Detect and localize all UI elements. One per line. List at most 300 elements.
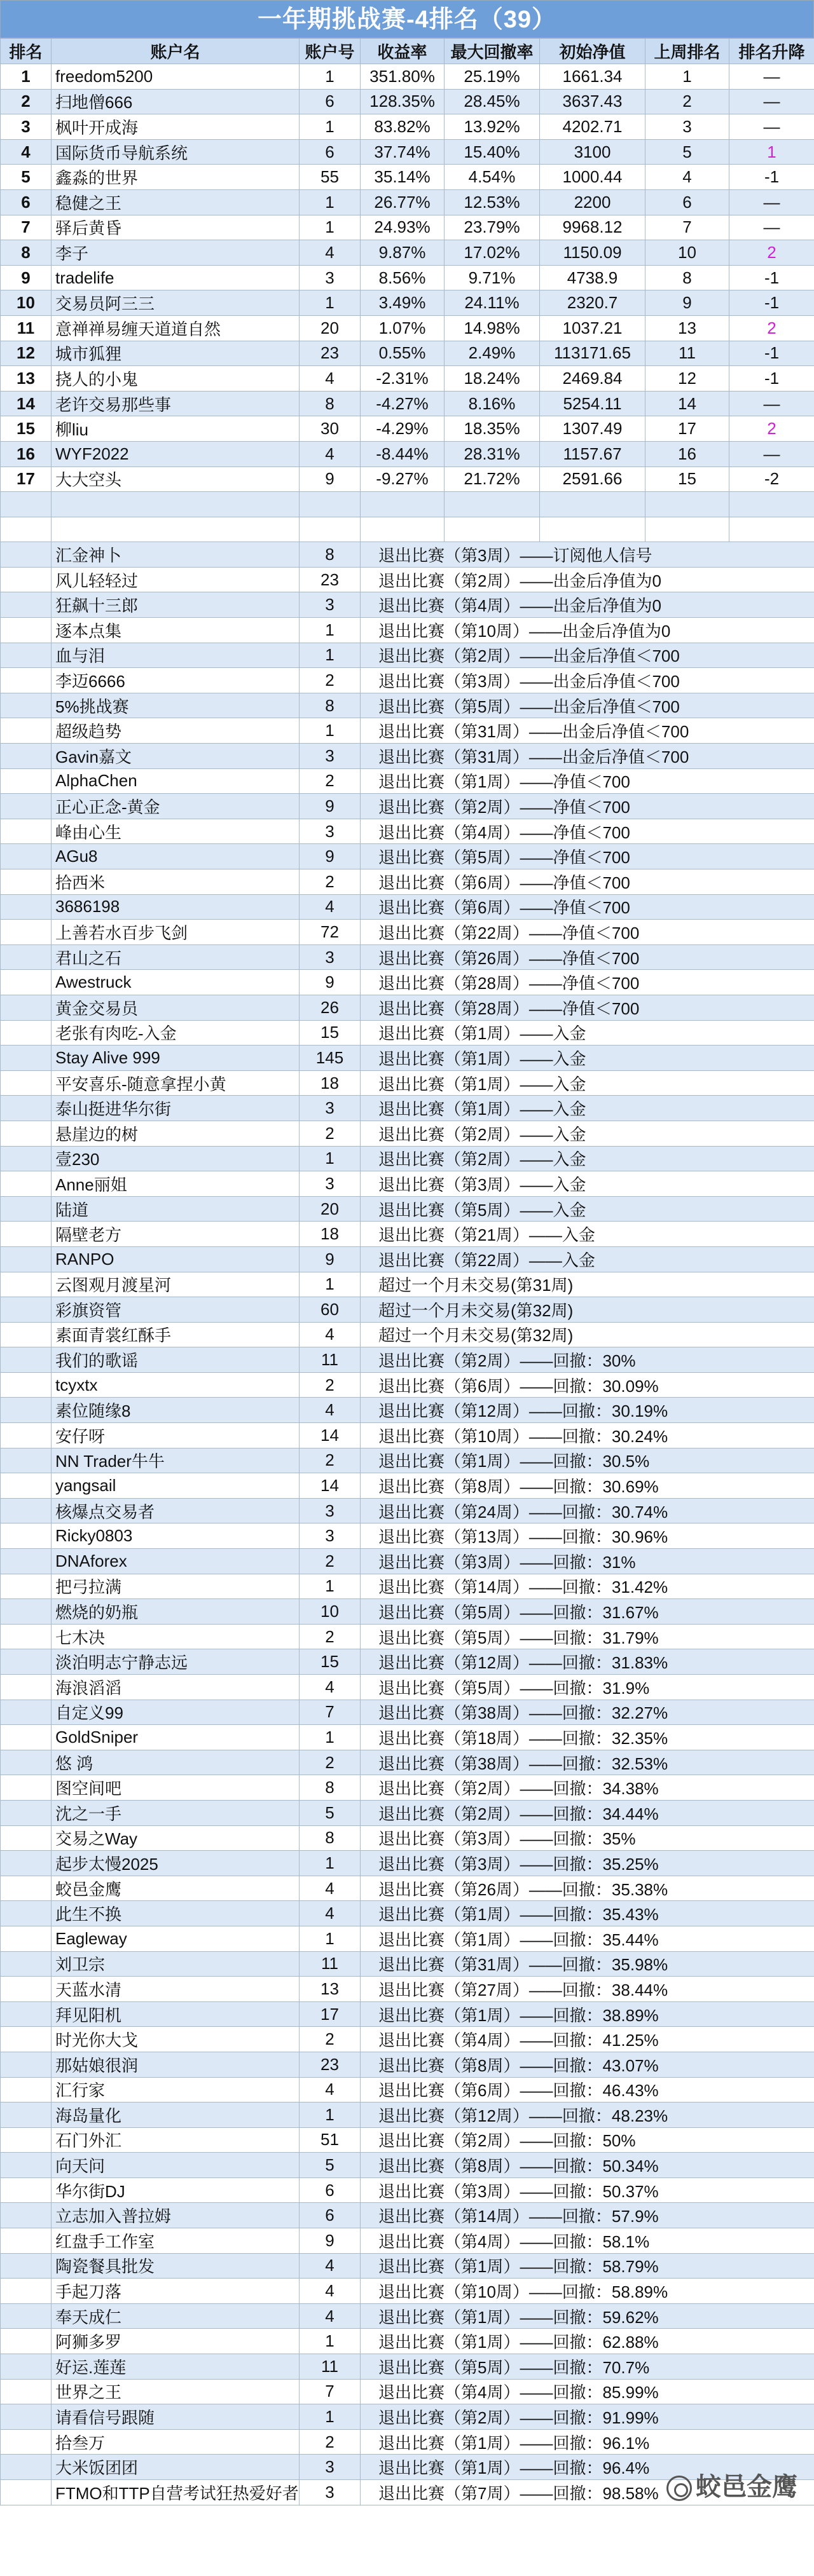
empty-cell bbox=[361, 492, 445, 517]
empty-cell bbox=[1, 2404, 52, 2430]
cell-initial-nav: 2591.66 bbox=[540, 467, 645, 492]
cell-account-no: 10 bbox=[300, 1599, 361, 1625]
cell-account-no: 6 bbox=[300, 2177, 361, 2203]
table-row bbox=[1, 366, 814, 392]
cell-last-week-rank: 7 bbox=[645, 215, 729, 240]
cell-account-name: Stay Alive 999 bbox=[52, 1046, 300, 1071]
header-max-drawdown: 最大回撤率 bbox=[445, 39, 540, 64]
exited-row bbox=[1, 920, 814, 945]
cell-return: -2.31% bbox=[361, 366, 445, 392]
cell-account-no: 1 bbox=[300, 189, 361, 215]
empty-cell bbox=[1, 1574, 52, 1599]
cell-initial-nav: 1037.21 bbox=[540, 315, 645, 341]
cell-rank-change: 2 bbox=[729, 315, 814, 341]
cell-exit-reason: 退出比赛（第3周）——入金 bbox=[361, 1171, 814, 1197]
page-title: 一年期挑战赛-4排名（39） bbox=[0, 0, 814, 38]
exited-row bbox=[1, 1725, 814, 1750]
empty-cell bbox=[445, 517, 540, 542]
cell-account-no: 3 bbox=[300, 2480, 361, 2505]
cell-account-name: 隔壁老方 bbox=[52, 1222, 300, 1247]
empty-cell bbox=[1, 1775, 52, 1801]
cell-return: 37.74% bbox=[361, 139, 445, 165]
cell-account-name: DNAforex bbox=[52, 1549, 300, 1574]
cell-account-name: 我们的歌谣 bbox=[52, 1347, 300, 1373]
empty-cell bbox=[1, 1297, 52, 1323]
cell-rank-change: — bbox=[729, 215, 814, 240]
empty-cell bbox=[1, 1046, 52, 1071]
empty-cell bbox=[1, 970, 52, 995]
empty-cell bbox=[300, 517, 361, 542]
cell-account-no: 4 bbox=[300, 2279, 361, 2304]
cell-account-no: 60 bbox=[300, 1297, 361, 1323]
cell-account-name: 李子 bbox=[52, 240, 300, 266]
cell-account-no: 3 bbox=[300, 265, 361, 290]
exited-row bbox=[1, 1775, 814, 1801]
cell-rank: 7 bbox=[1, 215, 52, 240]
empty-cell bbox=[1, 2354, 52, 2380]
cell-rank-change: — bbox=[729, 64, 814, 90]
cell-return: 24.93% bbox=[361, 215, 445, 240]
cell-exit-reason: 退出比赛（第22周）——净值＜700 bbox=[361, 920, 814, 945]
cell-exit-reason: 退出比赛（第2周）——回撤：50% bbox=[361, 2127, 814, 2153]
cell-account-name: Anne丽姐 bbox=[52, 1171, 300, 1197]
exited-row bbox=[1, 2153, 814, 2178]
cell-exit-reason: 退出比赛（第18周）——回撤：32.35% bbox=[361, 1725, 814, 1750]
exited-row bbox=[1, 1070, 814, 1096]
cell-account-name: 立志加入普拉姆 bbox=[52, 2203, 300, 2228]
exited-row bbox=[1, 668, 814, 693]
cell-account-no: 1 bbox=[300, 215, 361, 240]
cell-account-no: 1 bbox=[300, 1146, 361, 1171]
cell-rank-change: — bbox=[729, 89, 814, 114]
cell-initial-nav: 5254.11 bbox=[540, 391, 645, 416]
exited-row bbox=[1, 1222, 814, 1247]
empty-cell bbox=[1, 1246, 52, 1272]
cell-account-no: 3 bbox=[300, 819, 361, 844]
cell-exit-reason: 超过一个月未交易(第31周) bbox=[361, 1272, 814, 1297]
cell-account-name: freedom5200 bbox=[52, 64, 300, 90]
cell-account-no: 1 bbox=[300, 64, 361, 90]
cell-account-name: 彩旗资管 bbox=[52, 1297, 300, 1323]
exited-row bbox=[1, 844, 814, 869]
exited-row bbox=[1, 2102, 814, 2128]
cell-exit-reason: 退出比赛（第2周）——入金 bbox=[361, 1146, 814, 1171]
cell-exit-reason: 退出比赛（第10周）——出金后净值为0 bbox=[361, 618, 814, 643]
cell-account-name: 老张有肉吃-入金 bbox=[52, 1020, 300, 1046]
exited-row bbox=[1, 1649, 814, 1675]
cell-account-name: 鑫淼的世界 bbox=[52, 165, 300, 190]
cell-account-name: 七木决 bbox=[52, 1624, 300, 1649]
cell-account-name: 泰山挺进华尔街 bbox=[52, 1096, 300, 1121]
cell-account-name: 狂飙十三郎 bbox=[52, 592, 300, 618]
empty-cell bbox=[1, 1070, 52, 1096]
cell-exit-reason: 退出比赛（第5周）——入金 bbox=[361, 1196, 814, 1222]
cell-account-no: 4 bbox=[300, 2077, 361, 2102]
cell-account-no: 1 bbox=[300, 1574, 361, 1599]
cell-account-name: 好运.莲莲 bbox=[52, 2354, 300, 2380]
cell-max-drawdown: 25.19% bbox=[445, 64, 540, 90]
cell-account-no: 2 bbox=[300, 1121, 361, 1146]
cell-account-name: 向天问 bbox=[52, 2153, 300, 2178]
cell-exit-reason: 退出比赛（第2周）——出金后净值＜700 bbox=[361, 643, 814, 668]
empty-cell bbox=[1, 844, 52, 869]
cell-exit-reason: 退出比赛（第2周）——回撤：34.38% bbox=[361, 1775, 814, 1801]
exited-row bbox=[1, 1146, 814, 1171]
cell-account-name: AGu8 bbox=[52, 844, 300, 869]
cell-initial-nav: 9968.12 bbox=[540, 215, 645, 240]
exited-row bbox=[1, 1977, 814, 2002]
table-row bbox=[1, 467, 814, 492]
cell-account-no: 3 bbox=[300, 1096, 361, 1121]
empty-cell bbox=[1, 718, 52, 744]
exited-row bbox=[1, 1297, 814, 1323]
empty-cell bbox=[1, 1876, 52, 1901]
cell-exit-reason: 退出比赛（第5周）——回撤：31.67% bbox=[361, 1599, 814, 1625]
empty-cell bbox=[645, 517, 729, 542]
empty-cell bbox=[1, 1498, 52, 1523]
cell-account-no: 1 bbox=[300, 290, 361, 316]
empty-cell bbox=[1, 2329, 52, 2354]
cell-account-name: 风儿轻轻过 bbox=[52, 567, 300, 592]
cell-account-name: 核爆点交易者 bbox=[52, 1498, 300, 1523]
exited-row bbox=[1, 1599, 814, 1625]
cell-account-no: 26 bbox=[300, 995, 361, 1020]
table-row bbox=[1, 240, 814, 266]
cell-exit-reason: 退出比赛（第2周）——回撤：30% bbox=[361, 1347, 814, 1373]
cell-account-name: 安仔呀 bbox=[52, 1423, 300, 1448]
cell-exit-reason: 退出比赛（第10周）——回撤：30.24% bbox=[361, 1423, 814, 1448]
empty-cell bbox=[1, 2480, 52, 2505]
cell-account-no: 1 bbox=[300, 1725, 361, 1750]
cell-account-no: 2 bbox=[300, 1549, 361, 1574]
cell-account-no: 11 bbox=[300, 1347, 361, 1373]
empty-cell bbox=[1, 1750, 52, 1775]
exited-row bbox=[1, 1624, 814, 1649]
exited-row bbox=[1, 1675, 814, 1700]
exited-row bbox=[1, 1876, 814, 1901]
cell-account-name: Awestruck bbox=[52, 970, 300, 995]
exited-row bbox=[1, 1951, 814, 1977]
cell-max-drawdown: 28.31% bbox=[445, 441, 540, 467]
cell-max-drawdown: 28.45% bbox=[445, 89, 540, 114]
cell-account-no: 9 bbox=[300, 1246, 361, 1272]
cell-return: 26.77% bbox=[361, 189, 445, 215]
cell-account-no: 14 bbox=[300, 1423, 361, 1448]
empty-cell bbox=[1, 1171, 52, 1197]
empty-cell bbox=[52, 517, 300, 542]
cell-rank-change: 1 bbox=[729, 139, 814, 165]
cell-exit-reason: 退出比赛（第3周）——回撤：35% bbox=[361, 1825, 814, 1851]
cell-account-name: 意禅禅易缠天道道自然 bbox=[52, 315, 300, 341]
exited-row bbox=[1, 2077, 814, 2102]
cell-account-name: 逐本点集 bbox=[52, 618, 300, 643]
cell-exit-reason: 退出比赛（第14周）——回撤：57.9% bbox=[361, 2203, 814, 2228]
cell-account-name: 上善若水百步飞剑 bbox=[52, 920, 300, 945]
cell-exit-reason: 退出比赛（第2周）——入金 bbox=[361, 1121, 814, 1146]
cell-account-name: 请看信号跟随 bbox=[52, 2404, 300, 2430]
cell-account-name: 红盘手工作室 bbox=[52, 2228, 300, 2254]
cell-exit-reason: 退出比赛（第28周）——净值＜700 bbox=[361, 970, 814, 995]
cell-account-name: 正心正念-黄金 bbox=[52, 794, 300, 819]
cell-rank-change: -1 bbox=[729, 341, 814, 366]
cell-account-no: 4 bbox=[300, 2253, 361, 2279]
cell-account-name: 海浪滔滔 bbox=[52, 1675, 300, 1700]
cell-account-name: 沈之一手 bbox=[52, 1800, 300, 1825]
cell-last-week-rank: 13 bbox=[645, 315, 729, 341]
cell-account-name: 君山之石 bbox=[52, 944, 300, 970]
exited-row bbox=[1, 2228, 814, 2254]
cell-return: -4.27% bbox=[361, 391, 445, 416]
cell-rank: 15 bbox=[1, 416, 52, 442]
cell-rank: 5 bbox=[1, 165, 52, 190]
cell-exit-reason: 退出比赛（第1周）——入金 bbox=[361, 1046, 814, 1071]
exited-row bbox=[1, 1096, 814, 1121]
cell-exit-reason: 退出比赛（第14周）——回撤：31.42% bbox=[361, 1574, 814, 1599]
exited-row bbox=[1, 1347, 814, 1373]
cell-account-name: 拜见阳机 bbox=[52, 2001, 300, 2027]
exited-row bbox=[1, 1473, 814, 1499]
exited-row bbox=[1, 643, 814, 668]
empty-cell bbox=[1, 2279, 52, 2304]
cell-account-no: 9 bbox=[300, 467, 361, 492]
cell-rank: 17 bbox=[1, 467, 52, 492]
cell-account-name: Eagleway bbox=[52, 1926, 300, 1951]
cell-exit-reason: 退出比赛（第38周）——回撤：32.27% bbox=[361, 1700, 814, 1725]
cell-account-name: 城市狐狸 bbox=[52, 341, 300, 366]
cell-account-no: 6 bbox=[300, 2203, 361, 2228]
cell-account-no: 17 bbox=[300, 2001, 361, 2027]
cell-exit-reason: 退出比赛（第4周）——回撤：41.25% bbox=[361, 2027, 814, 2052]
empty-cell bbox=[1, 542, 52, 568]
exited-row bbox=[1, 894, 814, 920]
cell-max-drawdown: 18.35% bbox=[445, 416, 540, 442]
empty-cell bbox=[1, 1423, 52, 1448]
cell-exit-reason: 退出比赛（第26周）——净值＜700 bbox=[361, 944, 814, 970]
cell-account-no: 18 bbox=[300, 1222, 361, 1247]
empty-cell bbox=[1, 668, 52, 693]
cell-initial-nav: 1150.09 bbox=[540, 240, 645, 266]
table-row bbox=[1, 165, 814, 190]
cell-account-no: 7 bbox=[300, 2379, 361, 2404]
exited-row bbox=[1, 1926, 814, 1951]
exited-row bbox=[1, 2329, 814, 2354]
cell-rank: 14 bbox=[1, 391, 52, 416]
cell-account-name: 大米饭团团 bbox=[52, 2455, 300, 2480]
empty-cell bbox=[1, 2127, 52, 2153]
cell-account-name: 那姑娘很润 bbox=[52, 2052, 300, 2077]
cell-last-week-rank: 4 bbox=[645, 165, 729, 190]
empty-cell bbox=[300, 492, 361, 517]
cell-exit-reason: 退出比赛（第8周）——回撤：43.07% bbox=[361, 2052, 814, 2077]
cell-account-no: 20 bbox=[300, 1196, 361, 1222]
cell-rank: 12 bbox=[1, 341, 52, 366]
empty-cell bbox=[1, 2379, 52, 2404]
empty-cell bbox=[1, 1725, 52, 1750]
cell-exit-reason: 退出比赛（第1周）——回撤：35.44% bbox=[361, 1926, 814, 1951]
cell-account-no: 5 bbox=[300, 1800, 361, 1825]
cell-rank-change: -2 bbox=[729, 467, 814, 492]
cell-initial-nav: 2469.84 bbox=[540, 366, 645, 392]
cell-rank: 6 bbox=[1, 189, 52, 215]
cell-account-no: 1 bbox=[300, 2404, 361, 2430]
empty-cell bbox=[1, 995, 52, 1020]
cell-account-no: 15 bbox=[300, 1649, 361, 1675]
cell-account-no: 1 bbox=[300, 618, 361, 643]
cell-account-name: 挠人的小鬼 bbox=[52, 366, 300, 392]
cell-account-no: 4 bbox=[300, 1901, 361, 1926]
empty-cell bbox=[1, 894, 52, 920]
cell-exit-reason: 退出比赛（第2周）——回撤：34.44% bbox=[361, 1800, 814, 1825]
header-initial-nav: 初始净值 bbox=[540, 39, 645, 64]
cell-account-name: 素面青裳红酥手 bbox=[52, 1322, 300, 1347]
empty-cell bbox=[1, 693, 52, 718]
cell-return: -9.27% bbox=[361, 467, 445, 492]
cell-exit-reason: 退出比赛（第27周）——回撤：38.44% bbox=[361, 1977, 814, 2002]
cell-account-no: 2 bbox=[300, 869, 361, 895]
empty-cell bbox=[1, 1020, 52, 1046]
empty-cell bbox=[1, 517, 52, 542]
empty-cell bbox=[1, 1599, 52, 1625]
cell-exit-reason: 退出比赛（第1周）——回撤：62.88% bbox=[361, 2329, 814, 2354]
empty-cell bbox=[1, 1901, 52, 1926]
cell-max-drawdown: 4.54% bbox=[445, 165, 540, 190]
cell-account-no: 2 bbox=[300, 1624, 361, 1649]
cell-exit-reason: 退出比赛（第6周）——回撤：30.09% bbox=[361, 1372, 814, 1398]
empty-cell bbox=[1, 2102, 52, 2128]
cell-exit-reason: 退出比赛（第1周）——入金 bbox=[361, 1096, 814, 1121]
empty-cell bbox=[1, 1473, 52, 1499]
empty-cell bbox=[1, 920, 52, 945]
cell-account-no: 3 bbox=[300, 944, 361, 970]
cell-account-name: GoldSniper bbox=[52, 1725, 300, 1750]
cell-account-no: 23 bbox=[300, 567, 361, 592]
cell-rank: 13 bbox=[1, 366, 52, 392]
cell-exit-reason: 退出比赛（第1周）——回撤：30.5% bbox=[361, 1448, 814, 1473]
empty-cell bbox=[445, 492, 540, 517]
cell-rank: 9 bbox=[1, 265, 52, 290]
cell-account-name: 稳健之王 bbox=[52, 189, 300, 215]
cell-max-drawdown: 24.11% bbox=[445, 290, 540, 316]
cell-account-name: 世界之王 bbox=[52, 2379, 300, 2404]
header-rank-change: 排名升降 bbox=[729, 39, 814, 64]
cell-exit-reason: 退出比赛（第1周）——回撤：35.43% bbox=[361, 1901, 814, 1926]
empty-cell bbox=[1, 567, 52, 592]
cell-max-drawdown: 23.79% bbox=[445, 215, 540, 240]
cell-account-name: Gavin嘉文 bbox=[52, 744, 300, 769]
empty-cell bbox=[1, 1196, 52, 1222]
empty-cell bbox=[1, 869, 52, 895]
table-row bbox=[1, 441, 814, 467]
cell-account-no: 72 bbox=[300, 920, 361, 945]
cell-initial-nav: 4738.9 bbox=[540, 265, 645, 290]
table-row bbox=[1, 290, 814, 316]
cell-exit-reason: 退出比赛（第7周）——回撤：98.58% bbox=[361, 2480, 814, 2505]
header-rank: 排名 bbox=[1, 39, 52, 64]
exited-row bbox=[1, 768, 814, 794]
cell-account-name: 汇金神卜 bbox=[52, 542, 300, 568]
empty-cell bbox=[1, 592, 52, 618]
cell-rank: 8 bbox=[1, 240, 52, 266]
cell-account-no: 4 bbox=[300, 1322, 361, 1347]
cell-account-no: 1 bbox=[300, 2102, 361, 2128]
watermark bbox=[666, 2467, 797, 2503]
cell-account-no: 18 bbox=[300, 1070, 361, 1096]
cell-account-name: 云图观月渡星河 bbox=[52, 1272, 300, 1297]
cell-account-no: 4 bbox=[300, 1675, 361, 1700]
cell-exit-reason: 退出比赛（第12周）——回撤：48.23% bbox=[361, 2102, 814, 2128]
empty-cell bbox=[1, 1649, 52, 1675]
cell-account-name: 老许交易那些事 bbox=[52, 391, 300, 416]
cell-last-week-rank: 10 bbox=[645, 240, 729, 266]
exited-row bbox=[1, 1322, 814, 1347]
cell-account-no: 8 bbox=[300, 1825, 361, 1851]
cell-account-no: 11 bbox=[300, 1951, 361, 1977]
exited-row bbox=[1, 1423, 814, 1448]
cell-exit-reason: 退出比赛（第31周）——出金后净值＜700 bbox=[361, 718, 814, 744]
cell-exit-reason: 退出比赛（第5周）——回撤：31.79% bbox=[361, 1624, 814, 1649]
cell-account-name: 陶瓷餐具批发 bbox=[52, 2253, 300, 2279]
empty-cell bbox=[1, 2203, 52, 2228]
table-row bbox=[1, 64, 814, 90]
cell-account-no: 7 bbox=[300, 1700, 361, 1725]
cell-account-no: 6 bbox=[300, 139, 361, 165]
cell-account-no: 30 bbox=[300, 416, 361, 442]
exited-row bbox=[1, 718, 814, 744]
cell-return: 3.49% bbox=[361, 290, 445, 316]
cell-exit-reason: 退出比赛（第3周）——回撤：50.37% bbox=[361, 2177, 814, 2203]
cell-account-name: 枫叶开成海 bbox=[52, 114, 300, 140]
cell-last-week-rank: 16 bbox=[645, 441, 729, 467]
cell-account-name: 把弓拉满 bbox=[52, 1574, 300, 1599]
exited-row bbox=[1, 2303, 814, 2329]
cell-exit-reason: 退出比赛（第1周）——入金 bbox=[361, 1070, 814, 1096]
table-row bbox=[1, 89, 814, 114]
empty-cell bbox=[1, 1146, 52, 1171]
cell-max-drawdown: 2.49% bbox=[445, 341, 540, 366]
exited-row bbox=[1, 542, 814, 568]
cell-return: 8.56% bbox=[361, 265, 445, 290]
empty-cell bbox=[1, 1372, 52, 1398]
cell-rank: 1 bbox=[1, 64, 52, 90]
cell-account-name: 国际货币导航系统 bbox=[52, 139, 300, 165]
exited-row bbox=[1, 794, 814, 819]
cell-account-no: 4 bbox=[300, 1876, 361, 1901]
cell-account-name: tcyxtx bbox=[52, 1372, 300, 1398]
empty-cell bbox=[1, 768, 52, 794]
cell-last-week-rank: 1 bbox=[645, 64, 729, 90]
cell-account-no: 13 bbox=[300, 1977, 361, 2002]
table-row bbox=[1, 189, 814, 215]
cell-account-no: 145 bbox=[300, 1046, 361, 1071]
exited-row bbox=[1, 1046, 814, 1071]
cell-account-name: 淡泊明志宁静志远 bbox=[52, 1649, 300, 1675]
empty-cell bbox=[1, 1347, 52, 1373]
empty-cell bbox=[1, 2429, 52, 2455]
cell-return: 1.07% bbox=[361, 315, 445, 341]
header-last-week-rank: 上周排名 bbox=[645, 39, 729, 64]
header-account-no: 账户号 bbox=[300, 39, 361, 64]
cell-rank-change: -1 bbox=[729, 366, 814, 392]
exited-row bbox=[1, 1272, 814, 1297]
cell-account-name: 起步太慢2025 bbox=[52, 1851, 300, 1876]
logo-icon bbox=[666, 2476, 692, 2501]
empty-cell bbox=[1, 744, 52, 769]
cell-account-no: 1 bbox=[300, 1272, 361, 1297]
cell-return: -4.29% bbox=[361, 416, 445, 442]
cell-account-name: 阿狮多罗 bbox=[52, 2329, 300, 2354]
cell-exit-reason: 退出比赛（第2周）——回撤：91.99% bbox=[361, 2404, 814, 2430]
cell-account-no: 1 bbox=[300, 718, 361, 744]
